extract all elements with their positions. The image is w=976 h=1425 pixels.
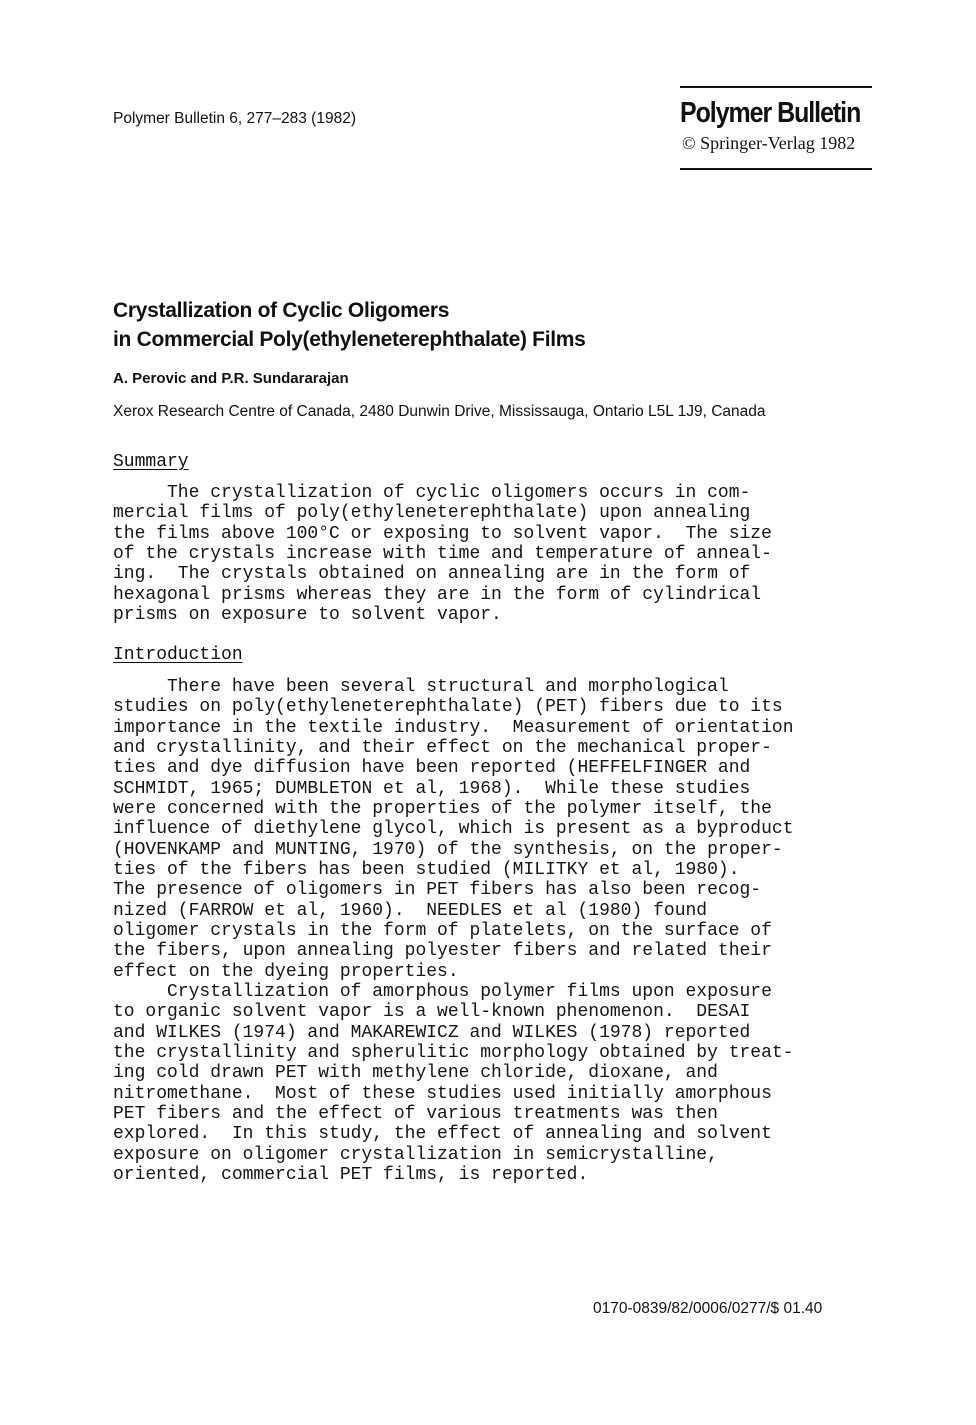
journal-masthead [680,86,872,170]
title-line-2: in Commercial Poly(ethyleneterephthalate) Films [113,328,586,351]
affiliation: Xerox Research Centre of Canada, 2480 Dunwin Drive, Mississauga, Ontario L5L 1J9, Canada [113,403,766,420]
article-title [113,296,586,354]
masthead-top-rule [680,86,872,88]
introduction-text: There have been several structural and morphological studies on poly(ethyleneterephthalate) (PET) fibers due to its importance in the textile industry. Measurement of orientation and crystallinity, and their effect on the mechanical proper- ties and dye diffusion have been reported (HEFFELFINGER and SCHMIDT, 1965; DUMBLETON et al, 1968). While these studies were concerned with the properties of the polymer itself, the influence of diethylene glycol, which is present as a byproduct (HOVENKAMP and MUNTING, 1970) of the synthesis, on the proper- ties of the fibers has been studied (MILITKY et al, 1980). The presence of oligomers in PET fibers has also been recog- nized (FARROW et al, 1960). NEEDLES et al (1980) found oligomer crystals in the form of platelets, on the surface of the fibers, upon annealing polyester fibers and related their effect on the dyeing properties. Crystallization of amorphous polymer films upon exposure to organic solvent vapor is a well-known phenomenon. DESAI and WILKES (1974) and MAKAREWICZ and WILKES (1978) reported the crystallinity and spherulitic morphology obtained by treat- ing cold drawn PET with methylene chloride, dioxane, and nitromethane. Most of these studies used initially amorphous PET fibers and the effect of various treatments was then explored. In this study, the effect of annealing and solvent exposure on oligomer crystallization in semicrystalline, oriented, commercial PET films, is reported. [113,677,794,1185]
title-line-1: Crystallization of Cyclic Oligomers [113,299,450,322]
journal-citation: Polymer Bulletin 6, 277–283 (1982) [113,110,356,127]
summary-text: The crystallization of cyclic oligomers occurs in com- mercial films of poly(ethyleneterephthalate) upon annealing the films above 100°C or exposing to solvent vapor. The size of the crystals increase with time and temperature of anneal- ing. The crystals obtained on annealing are in the form of hexagonal prisms whereas they are in the form of cylindrical prisms on exposure to solvent vapor. [113,483,772,625]
introduction-heading: Introduction [113,645,243,665]
journal-name: Polymer Bulletin [680,97,861,129]
copyright-line: © Springer-Verlag 1982 [682,133,856,153]
summary-heading: Summary [113,452,189,472]
footer-code: 0170-0839/82/0006/0277/$ 01.40 [593,1300,823,1317]
masthead-bottom-rule [680,168,872,170]
authors: A. Perovic and P.R. Sundararajan [113,370,349,387]
